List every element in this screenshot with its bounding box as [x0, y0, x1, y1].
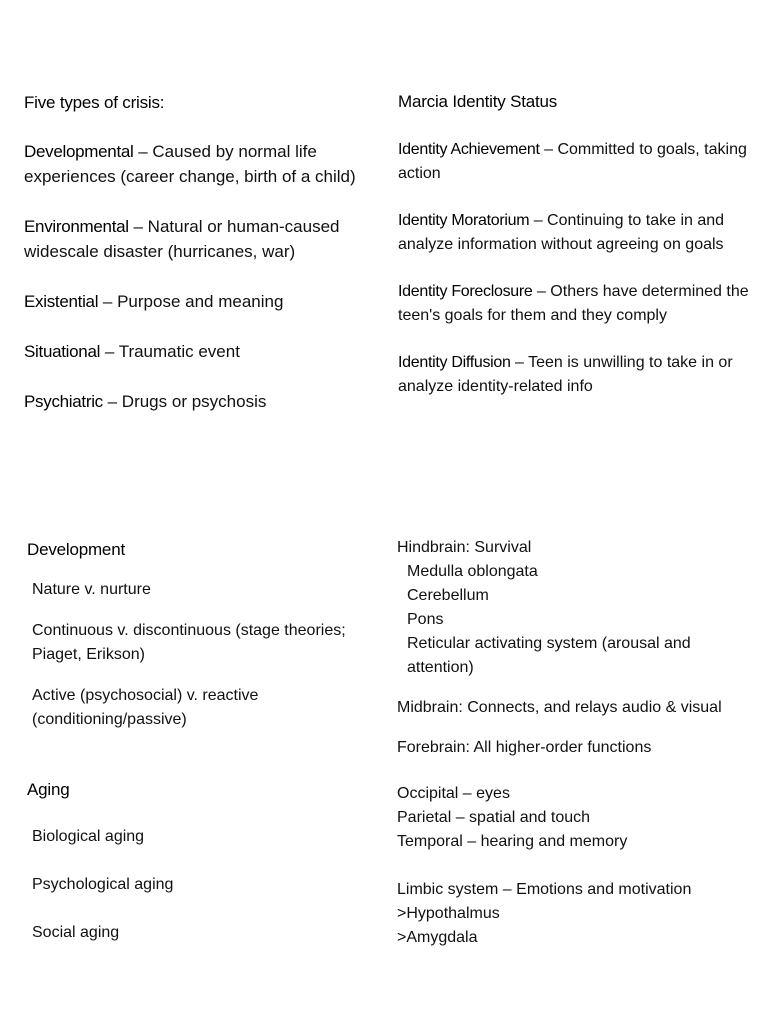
- crisis-desc: – Caused by normal life experiences (career change, birth of a child): [24, 142, 356, 186]
- crisis-item-environmental: [24, 214, 384, 264]
- lobe-line: Temporal – hearing and memory: [397, 833, 628, 850]
- crisis-types-section: [24, 90, 384, 414]
- marcia-heading: Marcia Identity Status: [398, 92, 558, 111]
- crisis-term: Existential: [24, 292, 99, 311]
- identity-term: Identity Moratorium: [398, 212, 530, 229]
- identity-item-foreclosure: [398, 280, 750, 328]
- crisis-desc: – Drugs or psychosis: [102, 392, 267, 411]
- crisis-item-existential: [24, 289, 384, 314]
- crisis-item-situational: [24, 339, 384, 364]
- identity-desc: – Continuing to take in and analyze information without agreeing on goals: [398, 212, 725, 253]
- identity-term: Identity Achievement: [398, 141, 540, 158]
- crisis-term: Psychiatric: [24, 392, 103, 411]
- identity-desc: – Committed to goals, taking action: [398, 141, 747, 182]
- crisis-term: Developmental: [24, 142, 134, 161]
- hindbrain-part: Medulla oblongata: [407, 563, 538, 580]
- brain-structures-section: [397, 536, 757, 950]
- aging-item: Psychological aging: [32, 876, 174, 893]
- hindbrain-part: Reticular activating system (arousal and attention): [407, 635, 691, 676]
- limbic-system-line: Limbic system – Emotions and motivation: [397, 881, 692, 898]
- crisis-term: Environmental: [24, 217, 129, 236]
- identity-item-achievement: [398, 138, 750, 186]
- development-heading: Development: [27, 540, 125, 559]
- limbic-part: >Amygdala: [397, 929, 478, 946]
- development-item: Active (psychosocial) v. reactive (conditioning/passive): [32, 687, 259, 728]
- limbic-part: >Hypothalmus: [397, 905, 500, 922]
- development-item: Continuous v. discontinuous (stage theories; Piaget, Erikson): [32, 622, 346, 663]
- hindbrain-heading: Hindbrain: Survival: [397, 539, 532, 556]
- identity-desc: – Teen is unwilling to take in or analyze identity-related info: [398, 354, 733, 395]
- crisis-heading: Five types of crisis:: [24, 93, 165, 112]
- aging-item: Social aging: [32, 924, 120, 941]
- identity-term: Identity Foreclosure: [398, 283, 533, 300]
- crisis-item-developmental: [24, 139, 384, 189]
- crisis-desc: – Natural or human-caused widescale disaster (hurricanes, war): [24, 217, 340, 261]
- crisis-desc: – Traumatic event: [100, 342, 240, 361]
- identity-item-moratorium: [398, 209, 750, 257]
- lobe-line: Occipital – eyes: [397, 785, 510, 802]
- identity-desc: – Others have determined the teen's goals for them and they comply: [398, 283, 749, 324]
- marcia-identity-section: [398, 90, 750, 399]
- aging-heading: Aging: [27, 780, 70, 799]
- midbrain-line: Midbrain: Connects, and relays audio & visual: [397, 699, 722, 716]
- aging-section: [27, 778, 377, 969]
- development-section: [27, 538, 377, 749]
- development-item: Nature v. nurture: [32, 581, 151, 598]
- forebrain-line: Forebrain: All higher-order functions: [397, 739, 652, 756]
- hindbrain-part: Cerebellum: [407, 587, 489, 604]
- hindbrain-part: Pons: [407, 611, 444, 628]
- crisis-item-psychiatric: [24, 389, 384, 414]
- crisis-term: Situational: [24, 342, 101, 361]
- lobe-line: Parietal – spatial and touch: [397, 809, 591, 826]
- identity-term: Identity Diffusion: [398, 354, 511, 371]
- crisis-desc: – Purpose and meaning: [98, 292, 284, 311]
- identity-item-diffusion: [398, 351, 750, 399]
- aging-item: Biological aging: [32, 828, 145, 845]
